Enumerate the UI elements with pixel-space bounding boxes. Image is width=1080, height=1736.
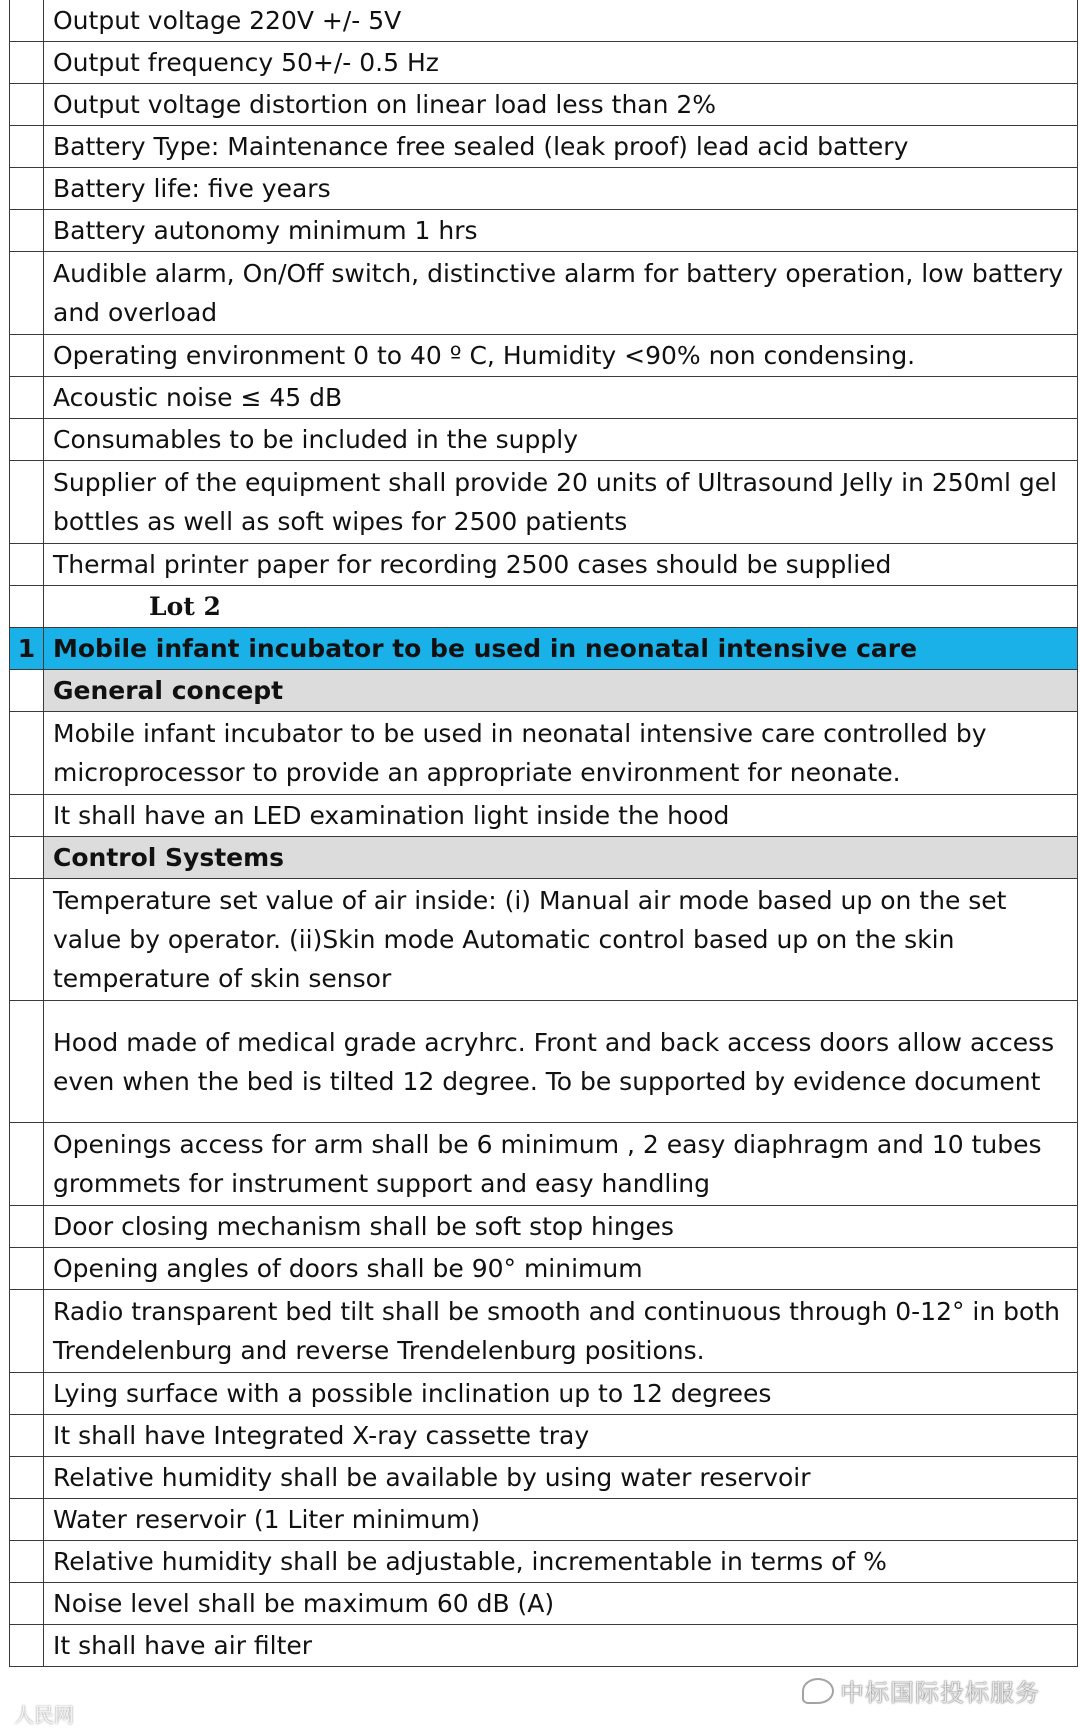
row-text: It shall have an LED examination light inside the hood xyxy=(44,795,1078,837)
watermark-publisher xyxy=(802,1673,1040,1708)
table-row xyxy=(10,1625,1078,1667)
wechat-icon xyxy=(802,1678,834,1704)
row-number xyxy=(10,1001,44,1123)
row-number xyxy=(10,252,44,335)
row-text: Noise level shall be maximum 60 dB (A) xyxy=(44,1583,1078,1625)
table-row xyxy=(10,544,1078,586)
lot-heading: Lot 2 xyxy=(44,586,1078,628)
row-number xyxy=(10,1541,44,1583)
watermark-source: 人民网 xyxy=(14,1703,74,1727)
row-number xyxy=(10,795,44,837)
section-number: 1 xyxy=(10,628,44,670)
row-number xyxy=(10,210,44,252)
spec-sheet xyxy=(9,0,1078,1736)
table-row xyxy=(10,1123,1078,1206)
row-text: Battery autonomy minimum 1 hrs xyxy=(44,210,1078,252)
table-row xyxy=(10,419,1078,461)
row-text: Audible alarm, On/Off switch, distinctive alarm for battery operation, low battery and overload xyxy=(44,252,1078,335)
table-row xyxy=(10,795,1078,837)
row-number xyxy=(10,42,44,84)
row-text: Radio transparent bed tilt shall be smooth and continuous through 0-12° in both Trendelenburg and reverse Trendelenburg positions. xyxy=(44,1290,1078,1373)
row-number xyxy=(10,84,44,126)
row-number xyxy=(10,879,44,1001)
row-number xyxy=(10,586,44,628)
table-row xyxy=(10,1290,1078,1373)
table-row xyxy=(10,0,1078,42)
row-text: Lying surface with a possible inclination up to 12 degrees xyxy=(44,1373,1078,1415)
subheading-row xyxy=(10,670,1078,712)
table-row xyxy=(10,461,1078,544)
row-number xyxy=(10,544,44,586)
row-text: Temperature set value of air inside: (i) Manual air mode based up on the set value by operator. (ii)Skin mode Automatic control based up on the skin temperature of skin sensor xyxy=(44,879,1078,1001)
row-number xyxy=(10,1499,44,1541)
table-row xyxy=(10,335,1078,377)
row-text: Output voltage distortion on linear load less than 2% xyxy=(44,84,1078,126)
row-number xyxy=(10,126,44,168)
row-text: Mobile infant incubator to be used in neonatal intensive care controlled by microprocessor to provide an appropriate environment for neonate. xyxy=(44,712,1078,795)
subheading-row xyxy=(10,837,1078,879)
table-row xyxy=(10,712,1078,795)
table-row xyxy=(10,1248,1078,1290)
row-number xyxy=(10,1248,44,1290)
row-text: Output frequency 50+/- 0.5 Hz xyxy=(44,42,1078,84)
row-number xyxy=(10,1290,44,1373)
table-row xyxy=(10,1373,1078,1415)
row-text: Battery life: five years xyxy=(44,168,1078,210)
table-row xyxy=(10,252,1078,335)
row-number xyxy=(10,1625,44,1667)
row-number xyxy=(10,419,44,461)
row-text: Water reservoir (1 Liter minimum) xyxy=(44,1499,1078,1541)
row-text: It shall have Integrated X-ray cassette tray xyxy=(44,1415,1078,1457)
row-number xyxy=(10,0,44,42)
row-number xyxy=(10,335,44,377)
row-number xyxy=(10,1123,44,1206)
row-number xyxy=(10,712,44,795)
row-text: Opening angles of doors shall be 90° minimum xyxy=(44,1248,1078,1290)
row-text: Hood made of medical grade acryhrc. Front and back access doors allow access even when the bed is tilted 12 degree. To be supported by evidence document xyxy=(44,1001,1078,1123)
row-number xyxy=(10,1457,44,1499)
row-text: Relative humidity shall be available by using water reservoir xyxy=(44,1457,1078,1499)
row-number xyxy=(10,1206,44,1248)
row-text: Operating environment 0 to 40 º C, Humidity <90% non condensing. xyxy=(44,335,1078,377)
row-text: Thermal printer paper for recording 2500 cases should be supplied xyxy=(44,544,1078,586)
table-row xyxy=(10,1415,1078,1457)
table-row xyxy=(10,377,1078,419)
table-row xyxy=(10,1206,1078,1248)
row-text: Output voltage 220V +/- 5V xyxy=(44,0,1078,42)
section-title: Mobile infant incubator to be used in neonatal intensive care xyxy=(44,628,1078,670)
row-text: Acoustic noise ≤ 45 dB xyxy=(44,377,1078,419)
watermark-text: 中标国际投标服务 xyxy=(840,1679,1040,1707)
table-row xyxy=(10,1583,1078,1625)
table-row xyxy=(10,1499,1078,1541)
specification-table xyxy=(9,0,1078,1667)
table-row xyxy=(10,168,1078,210)
table-row xyxy=(10,42,1078,84)
subheading-control-systems: Control Systems xyxy=(44,837,1078,879)
row-text: Supplier of the equipment shall provide 20 units of Ultrasound Jelly in 250ml gel bottles as well as soft wipes for 2500 patients xyxy=(44,461,1078,544)
row-text: Door closing mechanism shall be soft stop hinges xyxy=(44,1206,1078,1248)
table-row xyxy=(10,1457,1078,1499)
table-row xyxy=(10,879,1078,1001)
row-number xyxy=(10,837,44,879)
table-row xyxy=(10,126,1078,168)
row-text: Battery Type: Maintenance free sealed (leak proof) lead acid battery xyxy=(44,126,1078,168)
row-number xyxy=(10,1415,44,1457)
lot-heading-row xyxy=(10,586,1078,628)
row-number xyxy=(10,1373,44,1415)
row-number xyxy=(10,168,44,210)
table-row xyxy=(10,84,1078,126)
row-text: Consumables to be included in the supply xyxy=(44,419,1078,461)
section-row xyxy=(10,628,1078,670)
subheading-general-concept: General concept xyxy=(44,670,1078,712)
row-text: It shall have air filter xyxy=(44,1625,1078,1667)
row-number xyxy=(10,1583,44,1625)
table-row xyxy=(10,1541,1078,1583)
row-number xyxy=(10,461,44,544)
row-text: Openings access for arm shall be 6 minimum , 2 easy diaphragm and 10 tubes grommets for instrument support and easy handling xyxy=(44,1123,1078,1206)
table-row xyxy=(10,1001,1078,1123)
row-number xyxy=(10,377,44,419)
row-text: Relative humidity shall be adjustable, incrementable in terms of % xyxy=(44,1541,1078,1583)
table-row xyxy=(10,210,1078,252)
row-number xyxy=(10,670,44,712)
